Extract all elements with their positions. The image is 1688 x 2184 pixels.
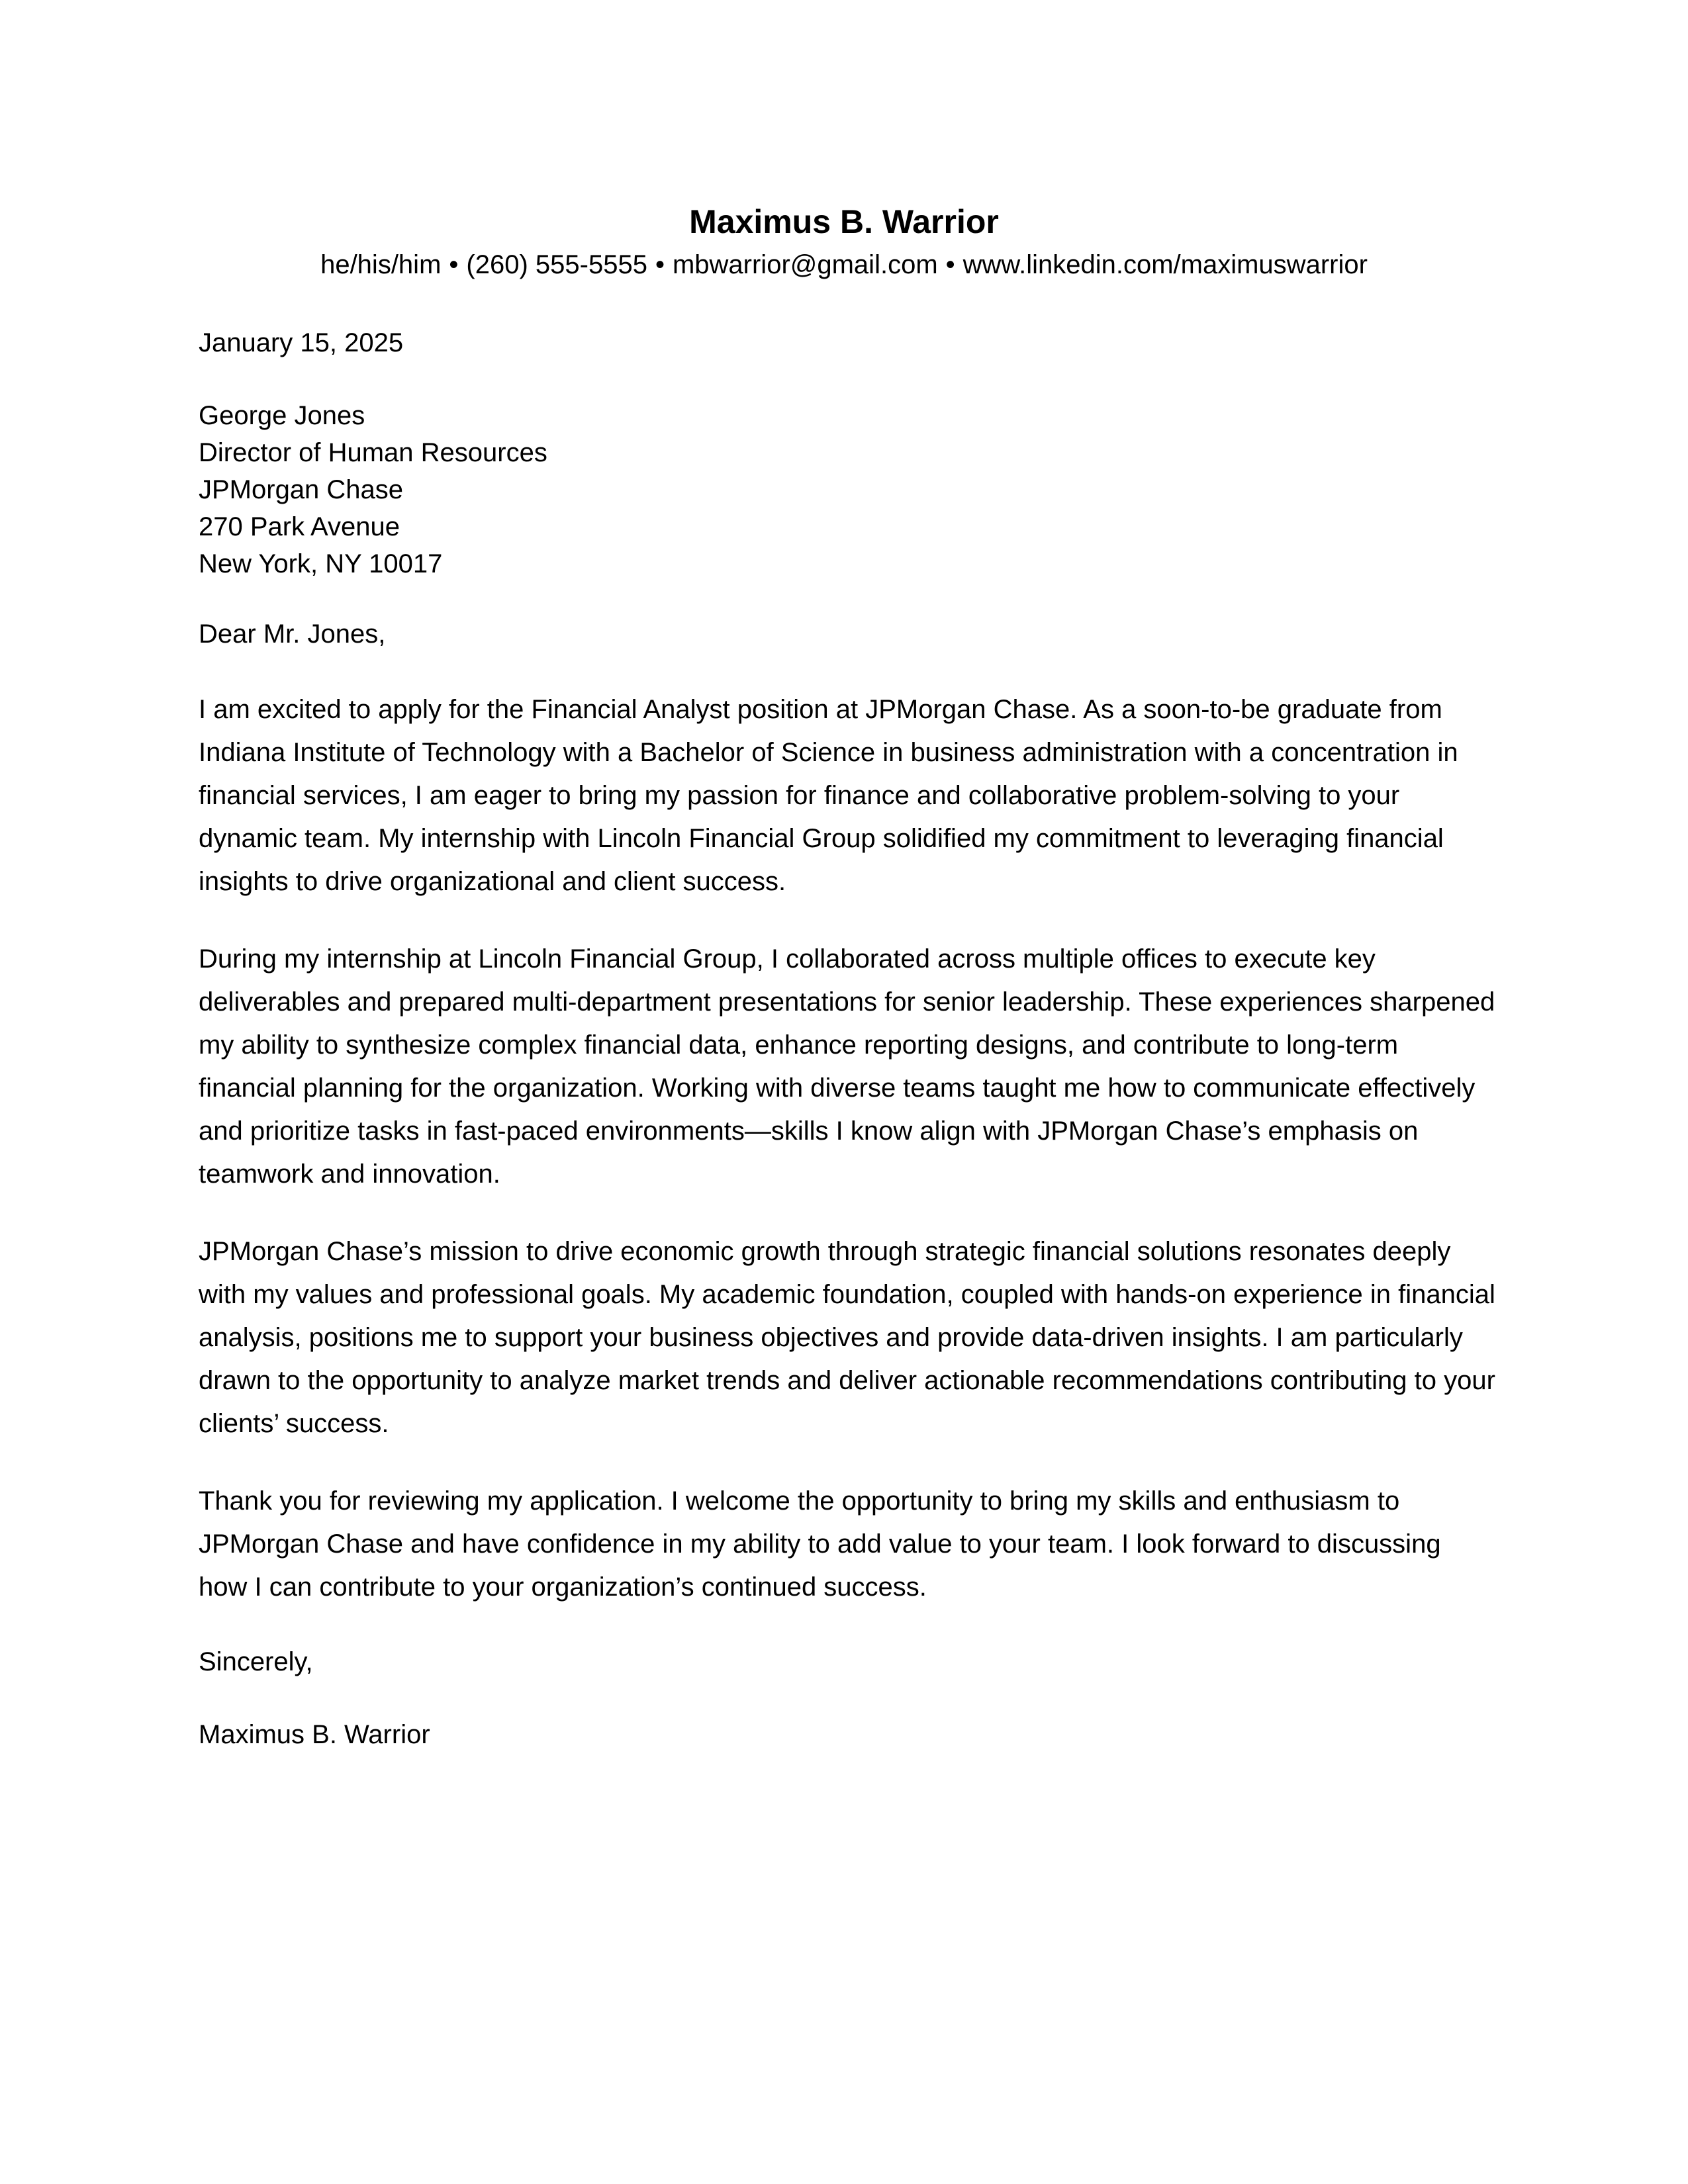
letter-body bbox=[199, 324, 1496, 1753]
separator: • bbox=[655, 250, 665, 279]
recipient-city: New York, NY 10017 bbox=[199, 549, 443, 578]
letter-date: January 15, 2025 bbox=[199, 328, 404, 357]
salutation: Dear Mr. Jones, bbox=[199, 619, 386, 649]
body-paragraph: I am excited to apply for the Financial Analyst position at JPMorgan Chase. As a soon-to-be graduate from Indiana Institute of Technology with a Bachelor of Science in business administration with a concentration in financial services, I am eager to bring my passion for finance and collaborative problem-solving to your dynamic team. My internship with Lincoln Financial Group solidified my commitment to leveraging financial insights to drive organizational and client success. bbox=[199, 695, 1458, 896]
recipient-company: JPMorgan Chase bbox=[199, 475, 404, 504]
sender-pronouns: he/his/him bbox=[320, 250, 442, 279]
signature-name: Maximus B. Warrior bbox=[199, 1720, 430, 1749]
body-paragraph: Thank you for reviewing my application. I welcome the opportunity to bring my skills and enthusiasm to JPMorgan Chase and have confidence in my ability to add value to your team. I look forward to discussing how I can contribute to your organization’s continued success. bbox=[199, 1486, 1441, 1602]
body-paragraph: During my internship at Lincoln Financial Group, I collaborated across multiple offices to execute key deliverables and prepared multi-department presentations for senior leadership. These experiences sharpened my ability to synthesize complex financial data, enhance reporting designs, and contribute to long-term financial planning for the organization. Working with diverse teams taught me how to communicate effectively and prioritize tasks in fast-paced environments—skills I know align with JPMorgan Chase’s emphasis on teamwork and innovation. bbox=[199, 944, 1495, 1189]
body-paragraph: JPMorgan Chase’s mission to drive economic growth through strategic financial solutions resonates deeply with my values and professional goals. My academic foundation, coupled with hands-on experience in financial analysis, positions me to support your business objectives and provide data-driven insights. I am particularly drawn to the opportunity to analyze market trends and deliver actionable recommendations contributing to your clients’ success. bbox=[199, 1237, 1495, 1438]
letter-header bbox=[0, 199, 1688, 285]
contact-line bbox=[0, 245, 1688, 285]
closing: Sincerely, bbox=[199, 1647, 313, 1676]
separator: • bbox=[945, 250, 955, 279]
recipient-name: George Jones bbox=[199, 401, 365, 430]
sender-email: mbwarrior@gmail.com bbox=[672, 250, 938, 279]
recipient-title: Director of Human Resources bbox=[199, 438, 547, 467]
sender-linkedin: www.linkedin.com/maximuswarrior bbox=[962, 250, 1368, 279]
recipient-block bbox=[199, 397, 1496, 582]
recipient-street: 270 Park Avenue bbox=[199, 512, 400, 541]
sender-phone: (260) 555-5555 bbox=[466, 250, 647, 279]
sender-name: Maximus B. Warrior bbox=[689, 203, 999, 240]
separator: • bbox=[449, 250, 459, 279]
